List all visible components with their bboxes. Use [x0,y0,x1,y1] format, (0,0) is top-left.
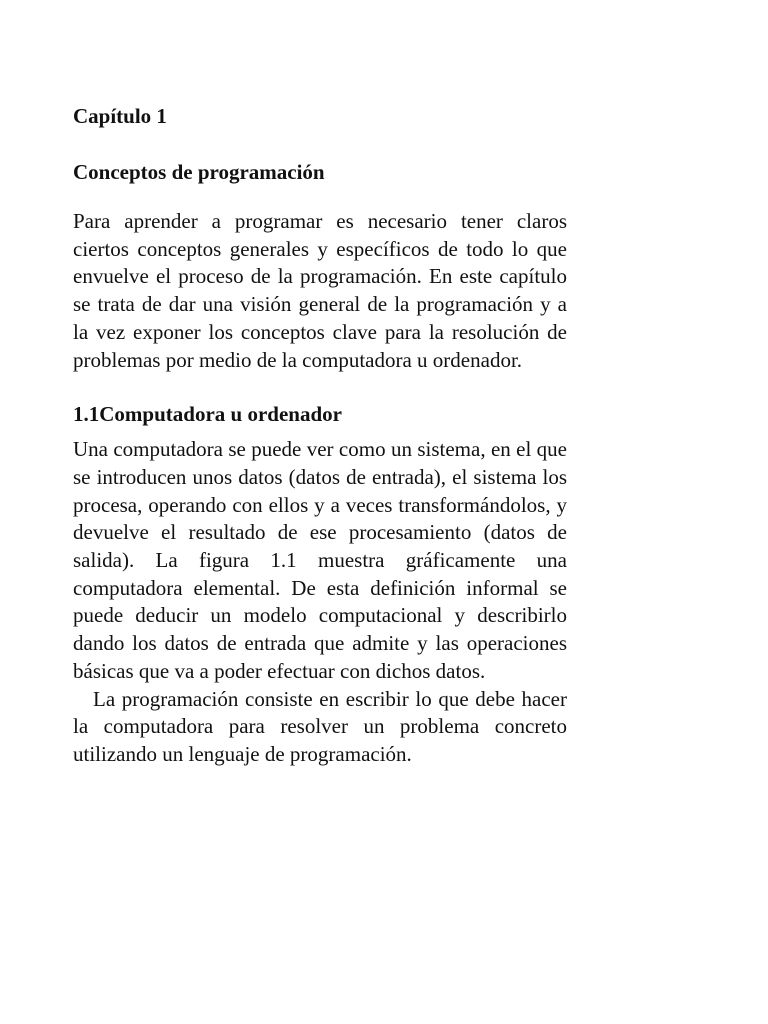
section-paragraph-2: La programación consiste en escribir lo que debe hacer la computadora para resolver un problema concreto utilizando un lenguaje de programación. [73,686,567,766]
section-paragraph-1: Una computadora se puede ver como un sistema, en el que se introducen unos datos (datos de entrada), el sistema los procesa, operando con ellos y a veces transformándolos, y devuelve el resultado de ese procesamiento (datos de salida). La figura 1.1 muestra gráficamente una computadora elemental. De esta definición informal se puede deducir un modelo computacional y describirlo dando los datos de entrada que admite y las operaciones básicas que va a poder efectuar con dichos datos. [73,437,567,683]
intro-paragraph: Para aprender a programar es necesario tener claros ciertos conceptos generales y específicos de todo lo que envuelve el proceso de la programación. En este capítulo se trata de dar una visión general de la programación y a la vez exponer los conceptos clave para la resolución de problemas por medio de la computadora u ordenador. [73,209,567,372]
section-heading: 1.1Computadora u ordenador [73,402,342,427]
chapter-label: Capítulo 1 [73,104,167,128]
chapter-title: Conceptos de programación [73,160,325,184]
document-page [73,100,567,769]
